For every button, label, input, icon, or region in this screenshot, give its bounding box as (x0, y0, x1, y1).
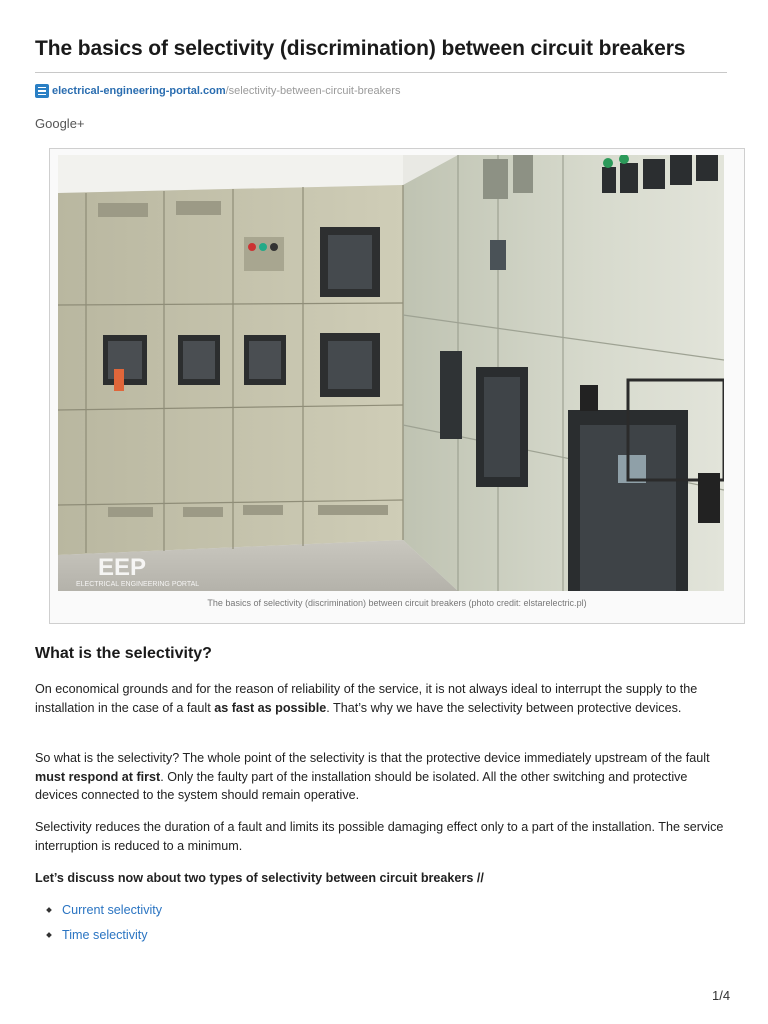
switchgear-photo (58, 155, 724, 591)
watermark-logo: EEP (98, 554, 147, 581)
paragraph-4: Let’s discuss now about two types of selectivity between circuit breakers // (35, 871, 484, 885)
paragraph-3: Selectivity reduces the duration of a fault and limits its possible damaging effect only to a part of the installation. The service interruption is reduced to a minimum. (35, 820, 724, 853)
selectivity-links-list (47, 901, 162, 951)
link-time-selectivity[interactable]: Time selectivity (62, 928, 148, 942)
emphasis-fast: as fast as possible (214, 700, 327, 715)
list-item[interactable] (47, 901, 162, 926)
title-divider (35, 72, 727, 73)
paragraph-1: On economical grounds and for the reason of reliability of the service, it is not always ideal to interrupt the supply to the installation in the case of a fault as fast as possible. That’s why we have the selectivity between protective devices. (35, 682, 698, 715)
section-heading: What is the selectivity? (35, 645, 212, 662)
emphasis-respond: must respond at first (35, 769, 161, 784)
source-link[interactable] (35, 81, 400, 101)
source-path[interactable]: /selectivity-between-circuit-breakers (225, 85, 401, 97)
google-plus-link[interactable]: Google+ (35, 116, 85, 131)
list-item[interactable] (47, 926, 162, 951)
article-figure (49, 148, 745, 624)
page-number: 1/4 (712, 988, 731, 1003)
watermark-text: ELECTRICAL ENGINEERING PORTAL (76, 581, 200, 588)
article-title: The basics of selectivity (discrimination) between circuit breakers (35, 37, 686, 60)
paragraph-2: So what is the selectivity? The whole point of the selectivity is that the protective device immediately upstream of the fault must respond at first. Only the faulty part of the installation should be isolated. All the other switching and protective devices connected to the system should remain operative. (35, 751, 710, 803)
figure-caption: The basics of selectivity (discrimination) between circuit breakers (photo credit: elstarelectric.pl) (207, 598, 587, 608)
site-favicon-icon (35, 84, 49, 98)
link-current-selectivity[interactable]: Current selectivity (62, 903, 163, 917)
source-domain[interactable]: electrical-engineering-portal.com (52, 85, 226, 97)
